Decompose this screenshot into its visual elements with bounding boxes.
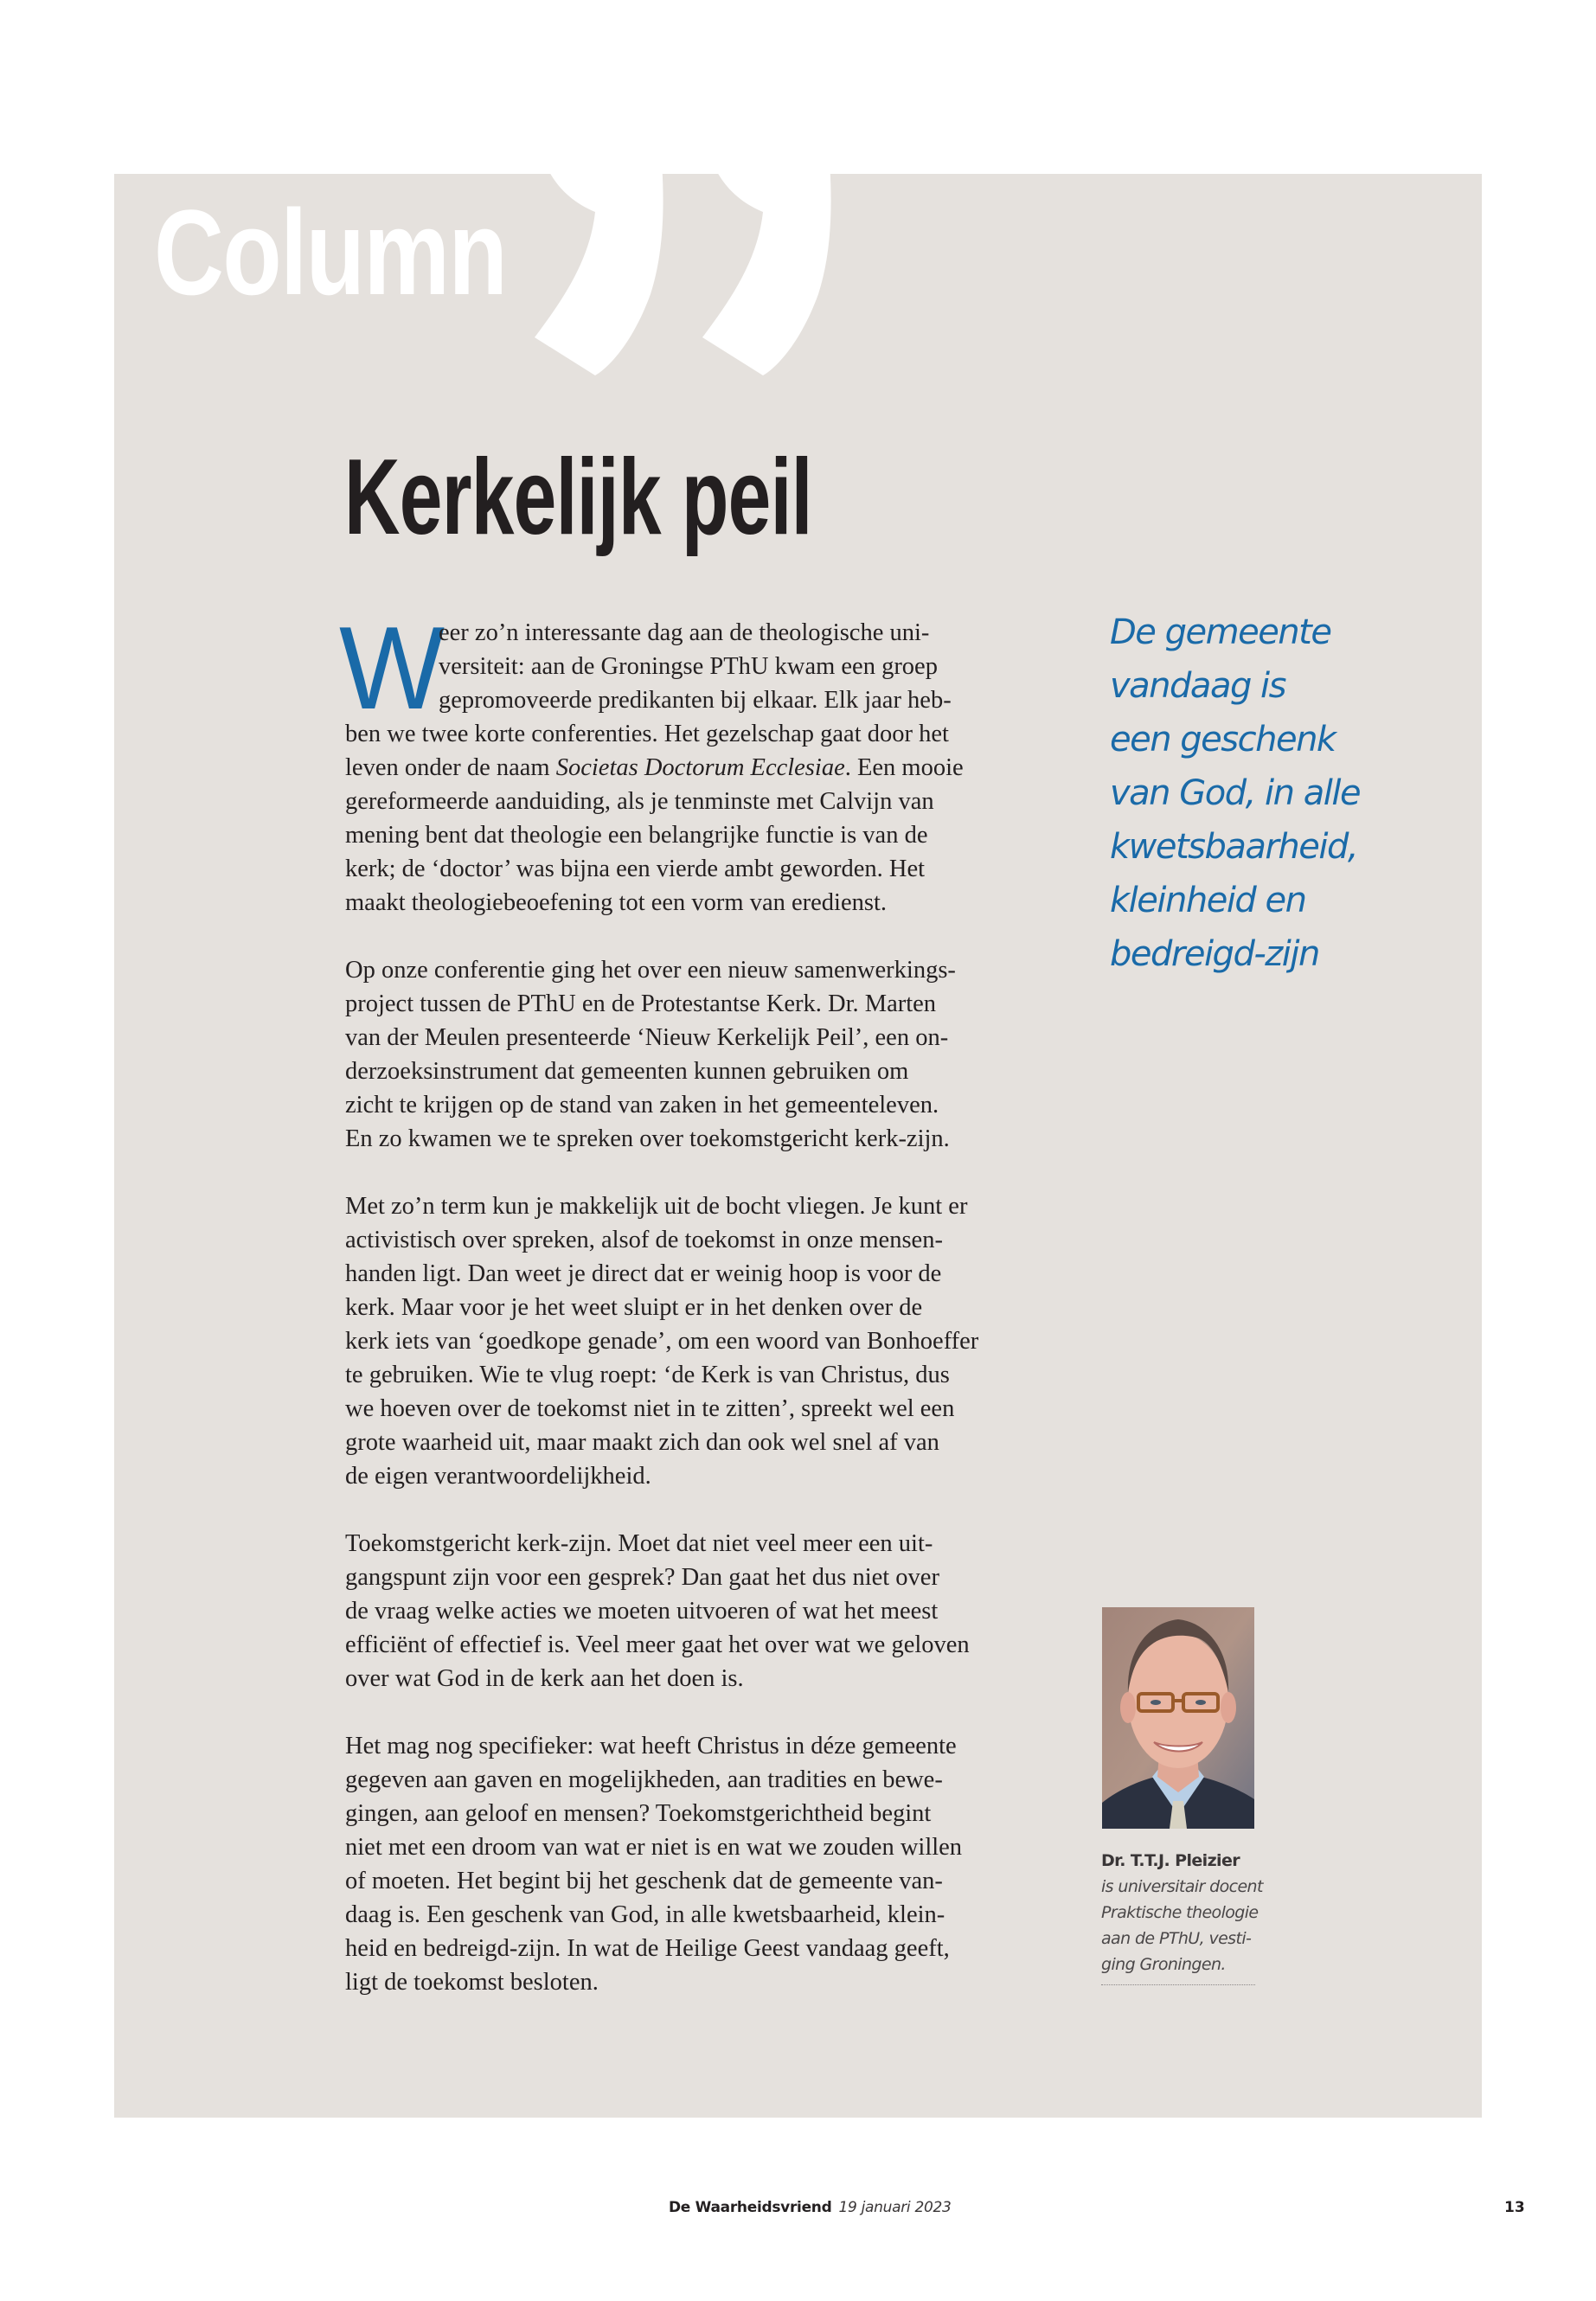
- page-number: 13: [1504, 2199, 1525, 2216]
- body-line: Met zo’n term kun je makkelijk uit de bocht vliegen. Je kunt er: [345, 1193, 968, 1220]
- body-line: te gebruiken. Wie te vlug roept: ‘de Kerk is van Christus, dus: [345, 1362, 950, 1388]
- body-line: niet met een droom van wat er niet is en wat we zouden willen: [345, 1834, 963, 1861]
- body-line: ben we twee korte conferenties. Het gezelschap gaat door het: [345, 721, 949, 747]
- pull-quote-line: een geschenk: [1110, 720, 1336, 760]
- author-bio-line: ging Groningen.: [1101, 1955, 1226, 1974]
- drop-cap: W: [339, 602, 445, 734]
- body-line: kerk. Maar voor je het weet sluipt er in het denken over de: [345, 1294, 923, 1321]
- pull-quote-line: kwetsbaarheid,: [1110, 827, 1358, 867]
- body-line: heid en bedreigd-zijn. In wat de Heilige Geest vandaag geeft,: [345, 1935, 950, 1962]
- author-caption: [1101, 1848, 1266, 1985]
- body-line: of moeten. Het begint bij het geschenk dat de gemeente van-: [345, 1868, 943, 1894]
- body-line: zicht te krijgen op de stand van zaken in het gemeenteleven.: [345, 1092, 939, 1118]
- author-bio-line: aan de PThU, vesti-: [1101, 1929, 1252, 1948]
- author-bio-line: Praktische theologie: [1101, 1903, 1259, 1922]
- article-body: [345, 616, 1037, 1999]
- body-line: [345, 751, 1037, 785]
- body-line: gegeven aan gaven en mogelijkheden, aan tradities en bewe-: [345, 1766, 943, 1793]
- body-line: derzoeksinstrument dat gemeenten kunnen gebruiken om: [345, 1058, 909, 1085]
- body-line: over wat God in de kerk aan het doen is.: [345, 1665, 744, 1692]
- body-line: gingen, aan geloof en mensen? Toekomstgerichtheid begint: [345, 1800, 932, 1827]
- pull-quote-line: van God, in alle: [1110, 773, 1361, 813]
- body-line: Toekomstgericht kerk-zijn. Moet dat niet veel meer een uit-: [345, 1530, 933, 1557]
- pull-quote-line: bedreigd-zijn: [1110, 934, 1319, 974]
- pull-quote-line: kleinheid en: [1110, 881, 1306, 920]
- paragraph-gap: [345, 1493, 1037, 1527]
- paragraph-gap: [345, 920, 1037, 953]
- body-line: En zo kwamen we te spreken over toekomstgericht kerk-zijn.: [345, 1125, 950, 1152]
- body-line: gangspunt zijn voor een gesprek? Dan gaat het dus niet over: [345, 1564, 939, 1591]
- body-line: project tussen de PThU en de Protestantse Kerk. Dr. Marten: [345, 990, 937, 1017]
- latin-name: Societas Doctorum Ecclesiae: [555, 754, 845, 781]
- body-line: eer zo’n interessante dag aan de theologische uni-: [439, 619, 930, 646]
- footer-publication: [669, 2199, 952, 2216]
- author-portrait-icon: [1102, 1607, 1254, 1829]
- author-name: Dr. T.T.J. Pleizier: [1101, 1851, 1240, 1870]
- body-line: maakt theologiebeoefening tot een vorm van eredienst.: [345, 889, 887, 916]
- body-line: de vraag welke acties we moeten uitvoeren of wat het meest: [345, 1598, 939, 1625]
- paragraph-gap: [345, 1156, 1037, 1189]
- author-bio-line: is universitair docent: [1101, 1877, 1263, 1896]
- body-line: kerk iets van ‘goedkope genade’, om een woord van Bonhoeffer: [345, 1328, 979, 1355]
- pull-quote: [1110, 606, 1456, 981]
- body-line: daag is. Een geschenk van God, in alle kwetsbaarheid, klein-: [345, 1901, 945, 1928]
- issue-date: 19 januari 2023: [838, 2199, 952, 2216]
- body-line: van der Meulen presenteerde ‘Nieuw Kerkelijk Peil’, een on-: [345, 1024, 949, 1051]
- body-text: . Een mooie: [844, 754, 964, 781]
- body-line: efficiënt of effectief is. Veel meer gaat het over wat we geloven: [345, 1631, 970, 1658]
- body-line: de eigen verantwoordelijkheid.: [345, 1463, 651, 1490]
- author-photo: [1102, 1607, 1254, 1829]
- body-line: mening bent dat theologie een belangrijke functie is van de: [345, 822, 928, 849]
- body-text: leven onder de naam: [345, 754, 556, 781]
- body-line: kerk; de ‘doctor’ was bijna een vierde ambt geworden. Het: [345, 856, 926, 882]
- section-kicker: Column: [154, 184, 507, 320]
- body-line: handen ligt. Dan weet je direct dat er weinig hoop is voor de: [345, 1260, 942, 1287]
- body-line: Op onze conferentie ging het over een nieuw samenwerkings-: [345, 957, 956, 984]
- body-line: Het mag nog specifieker: wat heeft Christus in déze gemeente: [345, 1733, 957, 1759]
- body-line: versiteit: aan de Groningse PThU kwam een groep: [439, 653, 938, 680]
- closing-quote-icon: [529, 130, 841, 389]
- body-line: gereformeerde aanduiding, als je tenminste met Calvijn van: [345, 788, 934, 815]
- caption-divider: [1101, 1984, 1255, 1985]
- paragraph-gap: [345, 1695, 1037, 1729]
- article-title: Kerkelijk peil: [344, 438, 812, 557]
- body-line: activistisch over spreken, alsof de toekomst in onze mensen-: [345, 1227, 943, 1253]
- publication-name: De Waarheidsvriend: [669, 2199, 832, 2216]
- body-line: gepromoveerde predikanten bij elkaar. Elk jaar heb-: [439, 687, 952, 714]
- pull-quote-line: De gemeente: [1110, 612, 1331, 652]
- body-line: grote waarheid uit, maar maakt zich dan ook wel snel af van: [345, 1429, 939, 1456]
- body-line: we hoeven over de toekomst niet in te zitten’, spreekt wel een: [345, 1395, 955, 1422]
- body-line: ligt de toekomst besloten.: [345, 1969, 599, 1996]
- pull-quote-line: vandaag is: [1110, 666, 1286, 706]
